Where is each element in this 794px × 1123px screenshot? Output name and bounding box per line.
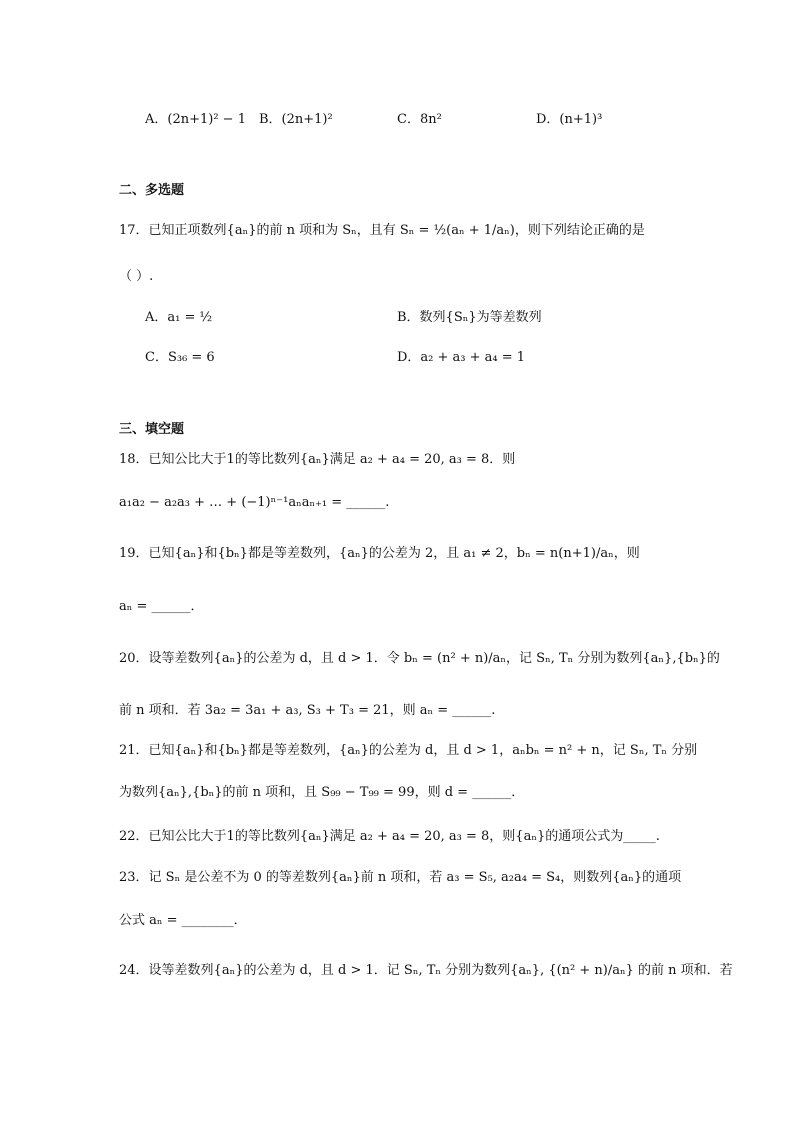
q21-line1: 21．已知{aₙ}和{bₙ}都是等差数列，{aₙ}的公差为 d，且 d > 1，aₙbₙ = n² + n，记 Sₙ, Tₙ 分别 bbox=[119, 743, 698, 758]
q17-option-d: D．a₂ + a₃ + a₄ = 1 bbox=[397, 350, 526, 365]
q22-line1: 22．已知公比大于1的等比数列{aₙ}满足 a₂ + a₄ = 20, a₃ = 8，则{aₙ}的通项公式为_____. bbox=[119, 829, 660, 844]
q21-line2: 为数列{aₙ},{bₙ}的前 n 项和，且 S₉₉ − T₉₉ = 99，则 d = ______． bbox=[119, 785, 525, 800]
q23-line1: 23．记 Sₙ 是公差不为 0 的等差数列{aₙ}前 n 项和，若 a₃ = S₅, a₂a₄ = S₄，则数列{aₙ}的通项 bbox=[119, 870, 682, 885]
section-heading-multiple-choice: 二、多选题 bbox=[119, 183, 185, 198]
q20-line2: 前 n 项和．若 3a₂ = 3a₁ + a₃, S₃ + T₃ = 21，则 aₙ = ______. bbox=[119, 703, 496, 718]
q18-line1: 18．已知公比大于1的等比数列{aₙ}满足 a₂ + a₄ = 20, a₃ = 8．则 bbox=[119, 452, 516, 467]
q18-line2: a₁a₂ − a₂a₃ + … + (−1)ⁿ⁻¹aₙaₙ₊₁ = ______. bbox=[119, 495, 390, 510]
q19-line1: 19．已知{aₙ}和{bₙ}都是等差数列，{aₙ}的公差为 2，且 a₁ ≠ 2，bₙ = n(n+1)/aₙ，则 bbox=[119, 546, 640, 561]
q16-option-a: A．(2n+1)² − 1 bbox=[145, 112, 246, 127]
q19-line2: aₙ = ______． bbox=[119, 599, 204, 614]
q24-line1: 24．设等差数列{aₙ}的公差为 d，且 d > 1．记 Sₙ, Tₙ 分别为数列{aₙ}, {(n² + n)/aₙ} 的前 n 项和．若 bbox=[119, 963, 733, 978]
q17-option-a: A．a₁ = ½ bbox=[145, 310, 213, 325]
q17-option-b: B．数列{Sₙ}为等差数列 bbox=[397, 310, 542, 325]
q23-line2: 公式 aₙ = ________． bbox=[119, 913, 247, 928]
q17-paren: （ ）. bbox=[119, 269, 154, 284]
q16-option-b: B．(2n+1)² bbox=[259, 112, 333, 127]
q16-option-c: C．8n² bbox=[397, 112, 442, 127]
q20-line1: 20．设等差数列{aₙ}的公差为 d，且 d > 1．令 bₙ = (n² + n)/aₙ，记 Sₙ, Tₙ 分别为数列{aₙ},{bₙ}的 bbox=[119, 651, 720, 666]
q17-option-c: C．S₃₆ = 6 bbox=[145, 350, 215, 365]
section-heading-fill-in: 三、填空题 bbox=[119, 422, 185, 437]
q17-stem: 17．已知正项数列{aₙ}的前 n 项和为 Sₙ，且有 Sₙ = ½(aₙ + 1/aₙ)，则下列结论正确的是 bbox=[119, 223, 645, 238]
q16-option-d: D．(n+1)³ bbox=[536, 112, 603, 127]
